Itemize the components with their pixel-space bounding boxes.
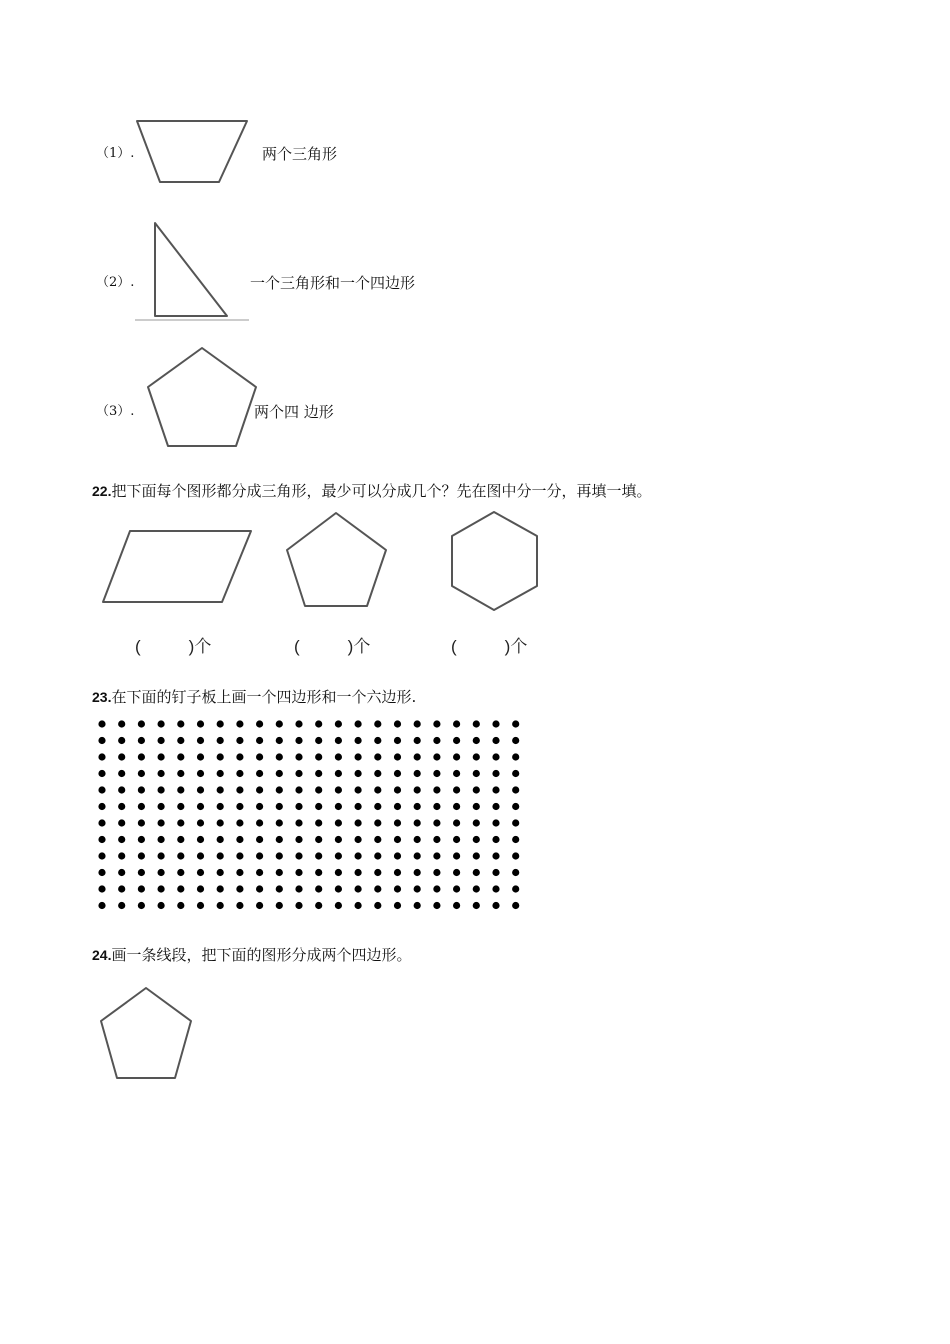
peg-dot[interactable] [453,770,460,777]
peg-dot[interactable] [276,819,283,826]
peg-dot[interactable] [453,737,460,744]
peg-dot[interactable] [492,803,499,810]
peg-dot[interactable] [158,852,165,859]
peg-dot[interactable] [158,836,165,843]
q22-answer-blank-1[interactable]: ( )个 [135,637,212,656]
peg-dot[interactable] [177,737,184,744]
peg-dot[interactable] [315,720,322,727]
peg-dot[interactable] [276,836,283,843]
q23-question [92,687,416,707]
peg-dot[interactable] [394,786,401,793]
peg-dot[interactable] [473,885,480,892]
peg-dot[interactable] [453,819,460,826]
peg-dot[interactable] [374,720,381,727]
peg-dot[interactable] [453,885,460,892]
peg-dot[interactable] [374,836,381,843]
peg-dot[interactable] [98,720,105,727]
peg-dot[interactable] [158,720,165,727]
q21-item-2-label: （2）. [96,275,135,290]
peg-dot[interactable] [315,836,322,843]
peg-dot[interactable] [197,836,204,843]
peg-dot[interactable] [256,902,263,909]
peg-dot[interactable] [512,803,519,810]
peg-dot[interactable] [295,852,302,859]
peg-dot[interactable] [236,852,243,859]
peg-dot[interactable] [492,753,499,760]
peg-dot[interactable] [98,869,105,876]
peg-dot[interactable] [433,852,440,859]
peg-dot[interactable] [355,803,362,810]
peg-dot[interactable] [276,753,283,760]
peg-dot[interactable] [276,770,283,777]
peg-dot[interactable] [512,852,519,859]
q21-item-1-text: 两个三角形 [262,145,338,163]
peg-dot[interactable] [433,753,440,760]
peg-dot[interactable] [414,786,421,793]
q24-question-text: 画一条线段，把下面的图形分成两个四边形。 [111,946,412,964]
peg-dot[interactable] [315,852,322,859]
peg-dot[interactable] [177,819,184,826]
peg-dot[interactable] [118,852,125,859]
peg-dot[interactable] [473,852,480,859]
peg-dot[interactable] [138,869,145,876]
peg-dot[interactable] [236,885,243,892]
peg-dot[interactable] [374,753,381,760]
peg-dot[interactable] [236,720,243,727]
peg-dot[interactable] [256,885,263,892]
q22-question [92,481,651,501]
q23-question-text: 在下面的钉子板上画一个四边形和一个六边形. [111,688,417,706]
peg-dot[interactable] [433,770,440,777]
peg-dot[interactable] [394,852,401,859]
peg-dot[interactable] [177,770,184,777]
peg-dot[interactable] [118,902,125,909]
peg-dot[interactable] [295,819,302,826]
peg-dot[interactable] [355,819,362,826]
q22-answer-blank-2[interactable]: ( )个 [294,637,371,656]
peg-dot[interactable] [138,836,145,843]
peg-dot[interactable] [512,737,519,744]
peg-dot[interactable] [236,753,243,760]
peg-dot[interactable] [512,869,519,876]
peg-dot[interactable] [177,803,184,810]
peg-dot[interactable] [414,753,421,760]
peg-dot[interactable] [355,720,362,727]
peg-dot[interactable] [197,852,204,859]
peg-dot[interactable] [394,803,401,810]
peg-dot[interactable] [276,737,283,744]
peg-dot[interactable] [414,902,421,909]
peg-dot[interactable] [118,786,125,793]
peg-dot[interactable] [394,869,401,876]
peg-dot[interactable] [177,836,184,843]
peg-dot[interactable] [236,869,243,876]
peg-dot[interactable] [197,869,204,876]
pentagon-icon [285,510,391,610]
peg-dot[interactable] [335,753,342,760]
peg-dot[interactable] [177,720,184,727]
peg-dot[interactable] [414,869,421,876]
peg-dot[interactable] [98,852,105,859]
peg-dot[interactable] [197,786,204,793]
peg-dot[interactable] [138,786,145,793]
pentagon-icon [144,345,262,449]
peg-dot[interactable] [492,852,499,859]
peg-dot[interactable] [492,720,499,727]
hexagon-icon [449,510,543,614]
peg-dot[interactable] [256,720,263,727]
peg-dot[interactable] [374,803,381,810]
peg-dot[interactable] [414,836,421,843]
peg-dot[interactable] [394,836,401,843]
peg-dot[interactable] [236,770,243,777]
peg-dot[interactable] [118,885,125,892]
peg-dot[interactable] [453,786,460,793]
peg-dot[interactable] [197,819,204,826]
peg-dot[interactable] [295,803,302,810]
peg-dot[interactable] [473,819,480,826]
peg-dot[interactable] [256,753,263,760]
peg-dot[interactable] [158,869,165,876]
peg-dot[interactable] [433,819,440,826]
peg-dot[interactable] [414,770,421,777]
peg-dot[interactable] [374,786,381,793]
peg-dot[interactable] [315,885,322,892]
peg-dot[interactable] [217,819,224,826]
peg-dot[interactable] [315,902,322,909]
peg-dot[interactable] [433,885,440,892]
peg-dot[interactable] [335,885,342,892]
peg-dot[interactable] [118,720,125,727]
peg-dot[interactable] [453,753,460,760]
peg-dot[interactable] [355,753,362,760]
peg-dot[interactable] [414,885,421,892]
peg-dot[interactable] [315,753,322,760]
peg-dot[interactable] [256,737,263,744]
q24-question [92,945,411,965]
peg-dot[interactable] [433,720,440,727]
peg-dot[interactable] [374,737,381,744]
peg-dot[interactable] [315,869,322,876]
peg-dot[interactable] [138,819,145,826]
pentagon-icon [99,986,195,1082]
peg-dot[interactable] [355,869,362,876]
peg-dot[interactable] [217,852,224,859]
peg-dot[interactable] [473,902,480,909]
peg-dot[interactable] [335,819,342,826]
peg-dot[interactable] [394,737,401,744]
q24-number: 24. [92,947,112,963]
peg-dot[interactable] [138,720,145,727]
peg-dot[interactable] [217,836,224,843]
peg-dot[interactable] [335,786,342,793]
peg-dot[interactable] [473,753,480,760]
peg-dot[interactable] [433,737,440,744]
peg-dot[interactable] [177,753,184,760]
peg-dot[interactable] [295,836,302,843]
peg-dot[interactable] [138,902,145,909]
peg-dot[interactable] [98,737,105,744]
peg-dot[interactable] [256,852,263,859]
q21-item-2-text: 一个三角形和一个四边形 [250,274,416,292]
peg-dot[interactable] [138,770,145,777]
peg-dot[interactable] [335,852,342,859]
q22-number: 22. [92,483,112,499]
peg-dot[interactable] [295,737,302,744]
peg-dot[interactable] [335,836,342,843]
peg-dot[interactable] [295,869,302,876]
peg-dot[interactable] [138,753,145,760]
peg-dot[interactable] [98,803,105,810]
peg-dot[interactable] [394,753,401,760]
peg-dot[interactable] [98,885,105,892]
peg-dot[interactable] [177,869,184,876]
peg-dot[interactable] [295,885,302,892]
peg-dot[interactable] [315,786,322,793]
peg-dot[interactable] [118,869,125,876]
peg-dot[interactable] [315,737,322,744]
peg-dot[interactable] [236,737,243,744]
peg-dot[interactable] [276,720,283,727]
peg-dot[interactable] [512,885,519,892]
peg-dot[interactable] [453,852,460,859]
peg-dot[interactable] [158,902,165,909]
q22-answer-blank-3[interactable]: ( )个 [451,637,528,656]
peg-dot[interactable] [256,836,263,843]
peg-dot[interactable] [394,885,401,892]
peg-dot[interactable] [512,770,519,777]
peg-dot[interactable] [335,869,342,876]
peg-dot[interactable] [433,836,440,843]
peg-dot[interactable] [355,836,362,843]
peg-dot[interactable] [473,737,480,744]
peg-dot[interactable] [295,753,302,760]
peg-dot[interactable] [414,720,421,727]
peg-dot[interactable] [374,819,381,826]
peg-dot[interactable] [414,803,421,810]
peg-dot[interactable] [217,720,224,727]
peg-dot[interactable] [473,803,480,810]
peg-dot[interactable] [217,885,224,892]
peg-dot[interactable] [512,836,519,843]
peg-dot[interactable] [118,803,125,810]
peg-dot[interactable] [256,770,263,777]
peg-dot[interactable] [158,737,165,744]
peg-dot[interactable] [158,803,165,810]
peg-dot[interactable] [335,803,342,810]
trapezoid-icon [134,118,252,186]
peg-dot[interactable] [453,720,460,727]
peg-dot[interactable] [98,753,105,760]
peg-dot[interactable] [217,902,224,909]
peg-dot[interactable] [492,770,499,777]
peg-dot[interactable] [295,770,302,777]
peg-dot[interactable] [118,753,125,760]
peg-dot[interactable] [118,737,125,744]
q21-item-1-label: （1）. [96,146,135,161]
peg-dot[interactable] [98,819,105,826]
peg-dot[interactable] [197,753,204,760]
peg-dot[interactable] [197,770,204,777]
peg-dot[interactable] [473,869,480,876]
right-triangle-icon [135,220,253,324]
peg-dot[interactable] [217,786,224,793]
peg-dot[interactable] [355,770,362,777]
peg-dot[interactable] [492,737,499,744]
peg-dot[interactable] [118,836,125,843]
peg-dot[interactable] [355,786,362,793]
peg-dot[interactable] [256,786,263,793]
q21-item-3-text: 两个四 边形 [254,403,334,421]
peg-dot[interactable] [453,869,460,876]
peg-dot[interactable] [276,869,283,876]
peg-dot[interactable] [394,819,401,826]
pegboard[interactable] [92,714,532,918]
peg-dot[interactable] [433,786,440,793]
peg-dot[interactable] [512,902,519,909]
peg-dot[interactable] [236,786,243,793]
peg-dot[interactable] [197,737,204,744]
peg-dot[interactable] [512,786,519,793]
peg-dot[interactable] [315,819,322,826]
peg-dot[interactable] [492,902,499,909]
peg-dot[interactable] [374,885,381,892]
peg-dot[interactable] [256,819,263,826]
parallelogram-icon [100,528,256,608]
peg-dot[interactable] [492,869,499,876]
peg-dot[interactable] [118,770,125,777]
peg-dot[interactable] [453,803,460,810]
peg-dot[interactable] [98,770,105,777]
peg-dot[interactable] [138,852,145,859]
peg-dot[interactable] [138,737,145,744]
peg-dot[interactable] [433,869,440,876]
peg-dot[interactable] [473,770,480,777]
peg-dot[interactable] [335,902,342,909]
peg-dot[interactable] [355,902,362,909]
peg-dot[interactable] [512,753,519,760]
peg-dot[interactable] [98,836,105,843]
peg-dot[interactable] [158,885,165,892]
peg-dot[interactable] [414,852,421,859]
peg-dot[interactable] [98,902,105,909]
peg-dot[interactable] [512,720,519,727]
peg-dot[interactable] [355,852,362,859]
peg-dot[interactable] [276,803,283,810]
peg-dot[interactable] [276,885,283,892]
peg-dot[interactable] [276,852,283,859]
peg-dot[interactable] [177,852,184,859]
peg-dot[interactable] [374,770,381,777]
peg-dot[interactable] [158,786,165,793]
peg-dot[interactable] [355,885,362,892]
peg-dot[interactable] [197,902,204,909]
peg-dot[interactable] [295,786,302,793]
peg-dot[interactable] [158,753,165,760]
peg-dot[interactable] [197,803,204,810]
peg-dot[interactable] [473,720,480,727]
peg-dot[interactable] [138,803,145,810]
peg-dot[interactable] [394,720,401,727]
peg-dot[interactable] [177,786,184,793]
peg-dot[interactable] [335,737,342,744]
q23-number: 23. [92,689,112,705]
peg-dot[interactable] [394,770,401,777]
peg-dot[interactable] [236,902,243,909]
peg-dot[interactable] [414,737,421,744]
peg-dot[interactable] [433,803,440,810]
peg-dot[interactable] [158,770,165,777]
peg-dot[interactable] [158,819,165,826]
peg-dot[interactable] [374,902,381,909]
q22-question-text: 把下面每个图形都分成三角形，最少可以分成几个？先在图中分一分，再填一填。 [111,482,652,500]
peg-dot[interactable] [236,836,243,843]
peg-dot[interactable] [217,737,224,744]
peg-dot[interactable] [118,819,125,826]
peg-dot[interactable] [315,770,322,777]
peg-dot[interactable] [453,836,460,843]
peg-dot[interactable] [217,869,224,876]
peg-dot[interactable] [295,902,302,909]
peg-dot[interactable] [217,770,224,777]
peg-dot[interactable] [374,852,381,859]
peg-dot[interactable] [355,737,362,744]
peg-dot[interactable] [138,885,145,892]
peg-dot[interactable] [177,885,184,892]
peg-dot[interactable] [492,836,499,843]
peg-dot[interactable] [295,720,302,727]
peg-dot[interactable] [276,786,283,793]
peg-dot[interactable] [492,819,499,826]
peg-dot[interactable] [276,902,283,909]
peg-dot[interactable] [236,803,243,810]
peg-dot[interactable] [197,885,204,892]
peg-dot[interactable] [315,803,322,810]
peg-dot[interactable] [98,786,105,793]
peg-dot[interactable] [217,803,224,810]
peg-dot[interactable] [256,869,263,876]
peg-dot[interactable] [335,720,342,727]
q21-item-3-label: （3）. [96,404,135,419]
peg-dot[interactable] [473,836,480,843]
peg-dot[interactable] [414,819,421,826]
peg-dot[interactable] [433,902,440,909]
peg-dot[interactable] [492,885,499,892]
peg-dot[interactable] [335,770,342,777]
peg-dot[interactable] [197,720,204,727]
peg-dot[interactable] [453,902,460,909]
peg-dot[interactable] [217,753,224,760]
peg-dot[interactable] [512,819,519,826]
peg-dot[interactable] [256,803,263,810]
peg-dot[interactable] [394,902,401,909]
peg-dot[interactable] [473,786,480,793]
peg-dot[interactable] [177,902,184,909]
peg-dot[interactable] [374,869,381,876]
peg-dot[interactable] [236,819,243,826]
peg-dot[interactable] [492,786,499,793]
